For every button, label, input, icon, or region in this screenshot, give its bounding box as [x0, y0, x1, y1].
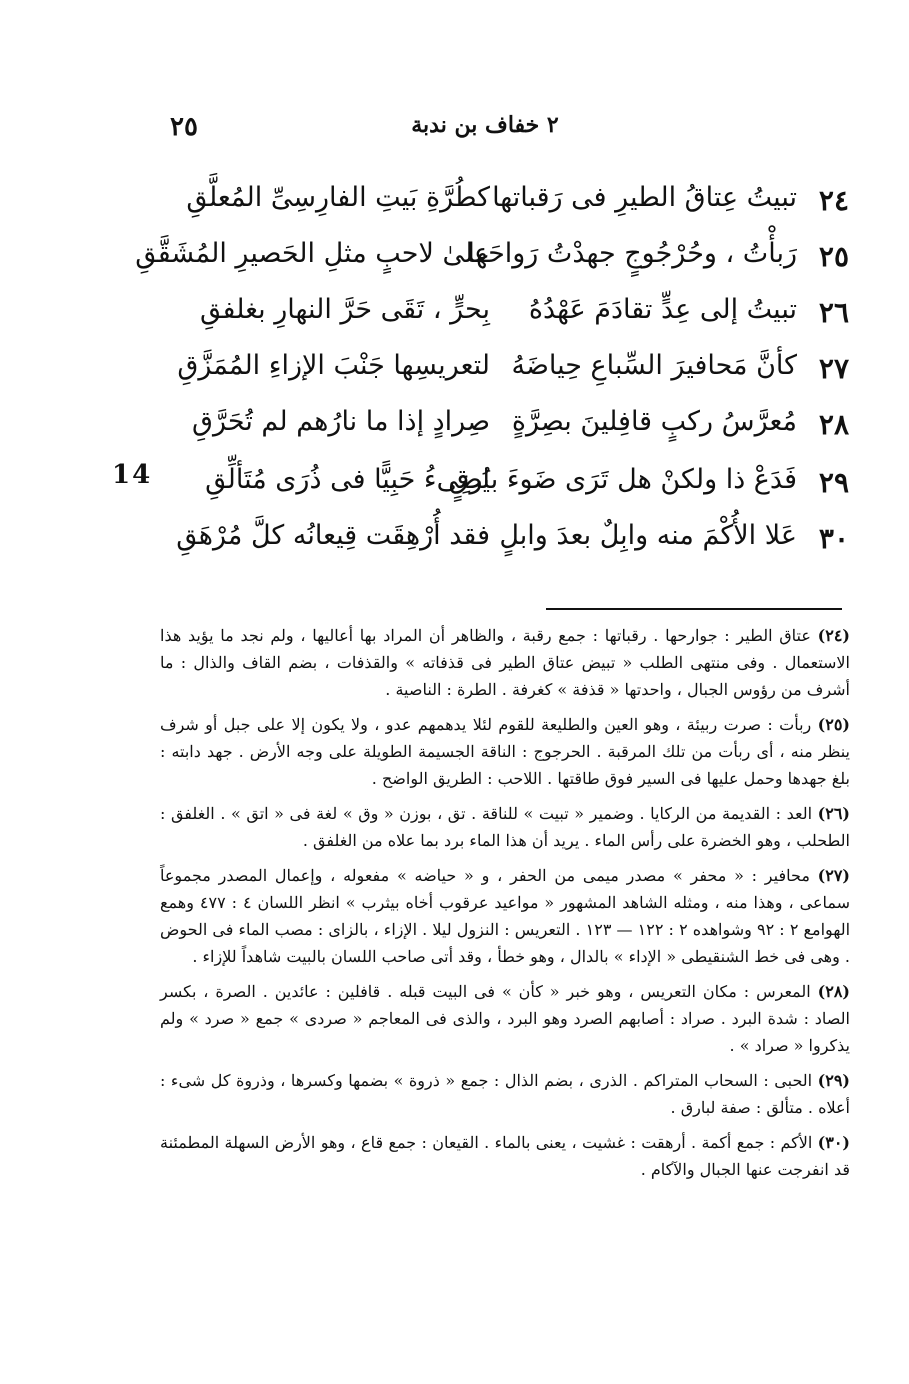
footnote [160, 862, 850, 970]
verse-row [0, 514, 909, 576]
verse-first-hemistich: تبيتُ عِتاقُ الطيرِ فى رَقباتها [492, 182, 797, 213]
verse-number: ٢٨ [818, 408, 849, 441]
verse-number: ٢٩ [818, 466, 849, 499]
footnotes [160, 622, 850, 1191]
verse-second-hemistich: كطُرَّةِ بَيتِ الفارِسِىِّ المُعلَّقِ [186, 182, 490, 213]
verse-first-hemistich: عَلا الأُكْمَ منه وابِلٌ بعدَ وابلٍ [499, 520, 797, 551]
footnote-text: العد : القديمة من الركايا . وضمير « تبيت » للناقة . تق ، بوزن « وق » لغة فى « اتق » . الغلفق : الطحلب ، وهو الخضرة على رأس الماء . يريد أن هذا الماء برد بما علاه من الغلفق . [160, 804, 850, 850]
verse-first-hemistich: تبيتُ إلى عِدٍّ تقادَمَ عَهْدُهُ [528, 294, 797, 325]
verse-second-hemistich: يُضِىءُ حَبِيًّا فى ذُرَى مُتَألِّقِ [205, 464, 490, 495]
footnote [160, 978, 850, 1059]
verse-first-hemistich: مُعرَّسُ ركبٍ قافِلينَ بصِرَّةٍ [511, 406, 797, 437]
footnote-text: المعرس : مكان التعريس ، وهو خبر « كأن » فى البيت قبله . قافلين : عائدين . الصرة ، بكسر الصاد : شدة البرد . صراد : أصابهم الصرد وهو البرد ، والذى فى المعاجم « صردى » جمع « صرد » ولم يذكروا « صراد » . [160, 982, 850, 1055]
footnote-number: (٢٦) [817, 804, 850, 823]
footnote-number: (٣٠) [817, 1133, 850, 1152]
verse-second-hemistich: فقد أُرْهِقَت قِيعانُه كلَّ مُرْهَقِ [176, 520, 490, 551]
verse-row [0, 176, 909, 238]
verse-number: ٢٥ [818, 240, 849, 273]
footnote-text: عتاق الطير : جوارحها . رقباتها : جمع رقبة ، والظاهر أن المراد بها أعاليها ، ولم نجد ما يؤيد هذا الاستعمال . وفى منتهى الطلب « تبيض عتاق الطير فى قذفاته » والقذفات ، بضم القاف والذال : ما أشرف من رؤوس الجبال ، واحدتها « قذفة » كغرفة . الطرة : الناصية . [160, 626, 850, 699]
footnote-number: (٢٤) [817, 626, 850, 645]
verse-number: ٢٧ [818, 352, 849, 385]
verse-row [0, 288, 909, 350]
footnote-text: محافير : « محفر » مصدر ميمى من الحفر ، و « حياضه » مفعوله ، وإعمال المصدر مجموعاً سماعى ، وهذا منه ، ومثله الشاهد المشهور « مواعيد عرقوب أخاه بيثرب » انظر اللسان ٤ : ٤٧٧ وهمع الهوامع ٢ : ٩٢ وشواهده ٢ : ١٢٢ — ١٢٣ . التعريس : النزول ليلا . الإزاء ، بالزاى : مصب الماء فى الحوض . وهى فى خط الشنقيطى « الإداء » بالدال ، وهو خطأ ، وقد أتى صاحب اللسان بالبيت شاهداً للإزاء . [160, 866, 851, 966]
verse-second-hemistich: علىٰ لاحبٍ مثلِ الحَصيرِ المُشَقَّقِ [135, 238, 490, 269]
verse-second-hemistich: لتعريسِها جَنْبَ الإزاءِ المُمَزَّقِ [177, 350, 490, 381]
footnote-text: الأكم : جمع أكمة . أرهقت : غشيت ، يعنى بالماء . القيعان : جمع قاع ، وهو الأرض السهلة المطمئنة قد انفرجت عنها الجبال والآكام . [160, 1133, 850, 1179]
footnote-number: (٢٨) [817, 982, 850, 1001]
verse-second-hemistich: بِحرٍّ ، تَقَى حَرَّ النهارِ بغلفقِ [200, 294, 490, 325]
verse-number: ٣٠ [818, 522, 849, 555]
running-head: ٢ خفاف بن ندبة [411, 112, 559, 138]
verse-number: ٢٦ [818, 296, 849, 329]
verse-second-hemistich: صِرادٍ إذا ما نارُهم لم تُحَرَّقِ [192, 406, 490, 437]
footnote-text: ربأت : صرت ربيئة ، وهو العين والطليعة للقوم لئلا يدهمهم عدو ، ولا يكون إلا على جبل أو شرف ينظر منه ، أى ربأت من تلك المرقبة . الحرجوج : الناقة الجسيمة الطويلة على وجه الأرض . جهد دابته : بلغ جهدها وحمل عليها فى السير فوق طاقتها . اللاحب : الطريق الواضح . [160, 715, 850, 788]
verse-row [0, 400, 909, 462]
verse-row [0, 232, 909, 294]
footnote [160, 622, 850, 703]
footnote-text: الحبى : السحاب المتراكم . الذرى ، بضم الذال : جمع « ذروة » بضمها وكسرها ، وذروة كل شىء : أعلاه . متألق : صفة لبارق . [160, 1071, 850, 1117]
footnote-number: (٢٥) [817, 715, 850, 734]
footnote-number: (٢٧) [817, 866, 850, 885]
verse-row [0, 458, 909, 520]
verse-first-hemistich: رَبأْتُ ، وحُرْجُوجٍ جهدْتُ رَواحَها [467, 238, 797, 269]
footnote [160, 1129, 850, 1183]
verse-number: ٢٤ [818, 184, 849, 217]
footnote [160, 711, 850, 792]
verse-first-hemistich: فَدَعْ ذا ولكنْ هل تَرَى ضَوءَ بارقٍ [448, 464, 797, 495]
verse-row [0, 344, 909, 406]
footnote-number: (٢٩) [817, 1071, 850, 1090]
verse-first-hemistich: كأنَّ مَحافيرَ السِّباعِ حِياضَهُ [511, 350, 797, 381]
page-number: ٢٥ [170, 112, 198, 142]
footnote-divider [546, 608, 842, 610]
footnote [160, 1067, 850, 1121]
footnote [160, 800, 850, 854]
margin-number: 14 [112, 460, 153, 490]
